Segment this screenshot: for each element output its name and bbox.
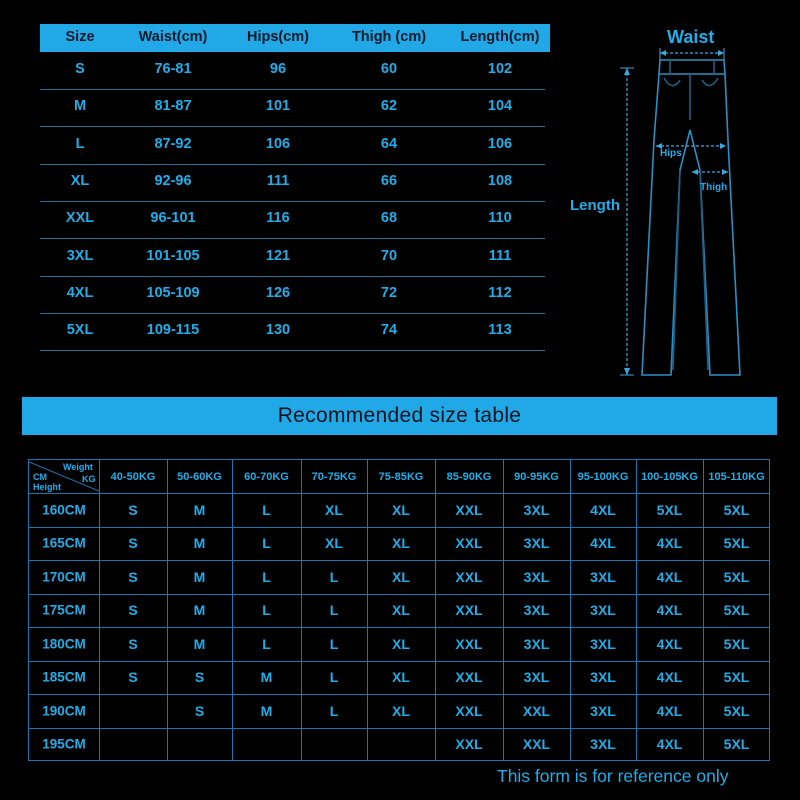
size-recommendation: XXL (455, 736, 483, 753)
corner-cm-label: CM (33, 472, 47, 482)
size-recommendation: 4XL (656, 736, 683, 753)
size-recommendation: XXL (522, 702, 551, 719)
size-recommendation: 4XL (656, 669, 683, 686)
reference-footnote: This form is for reference only (497, 766, 729, 786)
size-chart-row (40, 88, 545, 127)
waist-label: Waist (667, 27, 715, 47)
height-label: 185CM (42, 669, 86, 685)
size-cell-waist: 101-105 (146, 247, 200, 264)
size-recommendation: S (128, 568, 138, 585)
height-label: 195CM (42, 736, 86, 752)
size-recommendation: 4XL (656, 535, 683, 552)
size-cell-thigh: 60 (380, 61, 398, 77)
size-recommendation: XXL (455, 568, 483, 585)
size-cell-length: 111 (488, 247, 512, 264)
size-cell-hips: 130 (265, 322, 291, 339)
table-divider (29, 694, 769, 695)
size-cell-size: XXL (65, 210, 95, 227)
size-recommendation: XL (392, 602, 410, 619)
size-chart-row (40, 51, 545, 90)
size-recommendation: M (193, 635, 206, 652)
size-cell-thigh: 72 (380, 284, 398, 301)
weight-header: 50-60KG (177, 470, 222, 483)
size-recommendation: L (329, 635, 339, 652)
size-recommendation: 4XL (656, 602, 683, 619)
size-cell-hips: 96 (269, 61, 287, 77)
recommended-banner (22, 397, 777, 435)
size-recommendation: 5XL (723, 501, 750, 518)
size-recommendation: XL (392, 535, 410, 552)
size-recommendation: 3XL (590, 568, 616, 585)
table-divider (570, 460, 571, 760)
size-recommendation: 5XL (723, 535, 750, 552)
size-recommendation: S (194, 702, 205, 719)
size-cell-length: 104 (487, 98, 513, 115)
corner-diagonal-icon (29, 460, 99, 493)
size-cell-waist: 109-115 (146, 322, 200, 339)
size-recommendation: 5XL (723, 736, 750, 753)
size-recommendation: M (193, 535, 206, 552)
size-cell-waist: 105-109 (146, 284, 200, 301)
size-recommendation: 4XL (656, 702, 683, 719)
size-cell-length: 102 (487, 61, 513, 77)
size-cell-thigh: 64 (380, 135, 398, 152)
table-divider (29, 527, 769, 528)
size-recommendation: M (260, 669, 273, 686)
header-hips: Hips(cm) (246, 29, 310, 45)
size-chart-row (40, 275, 545, 314)
size-recommendation: 5XL (723, 602, 750, 619)
size-cell-length: 108 (487, 172, 513, 189)
size-recommendation: S (128, 535, 138, 552)
size-cell-hips: 111 (266, 172, 290, 189)
size-cell-waist: 81-87 (154, 98, 192, 115)
size-recommendation: 4XL (590, 535, 616, 552)
size-recommendation: S (128, 635, 138, 652)
size-recommendation: 5XL (723, 669, 750, 686)
hips-label: Hips (660, 148, 682, 159)
height-label: 170CM (42, 569, 86, 585)
header-length: Length(cm) (460, 29, 540, 45)
size-cell-waist: 92-96 (154, 172, 192, 189)
size-recommendation: 5XL (723, 702, 750, 719)
table-divider (703, 460, 704, 760)
size-recommendation: S (128, 669, 138, 686)
corner-kg-label: KG (82, 474, 96, 484)
table-divider (29, 594, 769, 595)
header-waist: Waist(cm) (138, 29, 208, 45)
size-recommendation: 5XL (723, 635, 750, 652)
size-cell-waist: 87-92 (154, 135, 192, 152)
size-recommendation: 5XL (723, 568, 750, 585)
size-cell-thigh: 66 (380, 172, 398, 189)
size-recommendation: 3XL (590, 635, 616, 652)
recommended-title: Recommended size table (277, 404, 522, 427)
height-label: 180CM (42, 636, 86, 652)
size-recommendation: L (262, 602, 271, 619)
weight-header: 100-105KG (641, 470, 698, 483)
table-divider (99, 460, 100, 760)
size-recommendation: 3XL (590, 736, 616, 753)
size-chart-header (40, 24, 550, 52)
size-cell-thigh: 74 (380, 322, 398, 339)
size-recommendation: 3XL (523, 635, 550, 652)
size-recommendation: XXL (522, 736, 551, 753)
size-recommendation: L (329, 568, 339, 585)
size-recommendation: 4XL (656, 635, 683, 652)
corner-height-label: Height (33, 482, 61, 492)
size-recommendation: XL (325, 501, 343, 518)
height-label: 165CM (42, 535, 86, 551)
recommended-size-table (28, 459, 770, 761)
size-recommendation: 3XL (523, 669, 550, 686)
size-recommendation: 5XL (656, 501, 683, 518)
size-recommendation: 3XL (590, 602, 616, 619)
size-cell-hips: 116 (266, 210, 290, 227)
size-cell-size: S (75, 61, 85, 77)
size-cell-waist: 76-81 (154, 61, 192, 77)
size-recommendation: L (329, 602, 339, 619)
size-recommendation: 4XL (590, 501, 616, 518)
size-chart-row (40, 163, 545, 202)
table-divider (167, 460, 168, 760)
size-cell-length: 112 (488, 284, 512, 301)
size-recommendation: 3XL (590, 702, 616, 719)
size-recommendation: 3XL (590, 669, 616, 686)
length-label: Length (570, 197, 620, 214)
weight-header: 60-70KG (244, 470, 289, 483)
size-recommendation: XL (392, 669, 410, 686)
size-cell-size: L (75, 135, 85, 152)
size-cell-size: 3XL (66, 247, 94, 264)
thigh-label: Thigh (700, 182, 728, 193)
table-divider (232, 460, 233, 760)
size-recommendation: XXL (455, 702, 483, 719)
weight-header: 40-50KG (110, 470, 156, 483)
size-recommendation: XXL (455, 501, 483, 518)
size-cell-waist: 96-101 (150, 210, 196, 227)
size-recommendation: 3XL (523, 501, 550, 518)
pants-diagram (560, 20, 800, 390)
weight-header: 105-110KG (708, 470, 765, 483)
table-divider (435, 460, 436, 760)
size-recommendation: 3XL (523, 568, 550, 585)
size-recommendation: L (329, 702, 339, 719)
size-cell-length: 106 (487, 135, 513, 152)
size-recommendation: M (193, 501, 206, 518)
table-divider (29, 493, 769, 494)
size-recommendation: 3XL (523, 602, 550, 619)
size-chart-row (40, 200, 545, 239)
weight-header: 90-95KG (514, 470, 559, 483)
size-recommendation: L (262, 501, 271, 518)
size-recommendation: S (128, 501, 138, 518)
size-recommendation: 4XL (656, 568, 683, 585)
size-recommendation: XXL (455, 602, 483, 619)
size-recommendation: M (260, 702, 273, 719)
size-cell-hips: 101 (265, 98, 291, 115)
size-recommendation: S (128, 602, 138, 619)
size-chart (0, 0, 560, 360)
height-label: 160CM (42, 502, 86, 518)
weight-header: 85-90KG (446, 470, 492, 483)
size-cell-hips: 126 (265, 284, 291, 301)
size-chart-row (40, 126, 545, 165)
size-recommendation: XL (392, 635, 410, 652)
size-recommendation: XL (325, 535, 343, 552)
size-cell-hips: 121 (265, 247, 291, 264)
header-thigh: Thigh (cm) (351, 29, 427, 45)
size-recommendation: XXL (455, 669, 483, 686)
size-recommendation: XL (392, 501, 410, 518)
size-recommendation: 3XL (523, 535, 550, 552)
table-divider (367, 460, 368, 760)
size-cell-thigh: 70 (380, 247, 398, 264)
height-label: 190CM (42, 703, 86, 719)
size-chart-row (40, 312, 545, 351)
height-label: 175CM (42, 602, 86, 618)
table-divider (29, 728, 769, 729)
size-cell-size: M (73, 98, 87, 115)
header-size: Size (65, 29, 95, 45)
table-divider (636, 460, 637, 760)
size-chart-row (40, 238, 545, 277)
size-recommendation: L (262, 535, 271, 552)
table-divider (503, 460, 504, 760)
weight-header: 95-100KG (577, 470, 629, 483)
size-recommendation: S (194, 669, 205, 686)
size-recommendation: XXL (455, 535, 483, 552)
size-recommendation: L (262, 568, 271, 585)
size-recommendation: XL (392, 702, 410, 719)
table-divider (29, 560, 769, 561)
weight-header: 70-75KG (311, 470, 357, 483)
size-cell-length: 113 (488, 322, 512, 339)
table-divider (29, 627, 769, 628)
corner-weight-label: Weight (63, 462, 93, 472)
weight-header: 75-85KG (378, 470, 424, 483)
size-cell-size: 5XL (66, 322, 94, 339)
size-cell-size: 4XL (66, 284, 94, 301)
size-cell-thigh: 68 (380, 210, 398, 227)
size-recommendation: M (193, 568, 206, 585)
size-recommendation: L (329, 669, 339, 686)
size-cell-thigh: 62 (380, 98, 398, 115)
size-cell-size: XL (70, 172, 90, 189)
size-cell-hips: 106 (265, 135, 291, 152)
table-divider (301, 460, 302, 760)
size-recommendation: XXL (455, 635, 483, 652)
table-divider (29, 661, 769, 662)
size-recommendation: L (262, 635, 271, 652)
size-recommendation: M (193, 602, 206, 619)
size-cell-length: 110 (488, 210, 512, 227)
size-recommendation: XL (392, 568, 410, 585)
